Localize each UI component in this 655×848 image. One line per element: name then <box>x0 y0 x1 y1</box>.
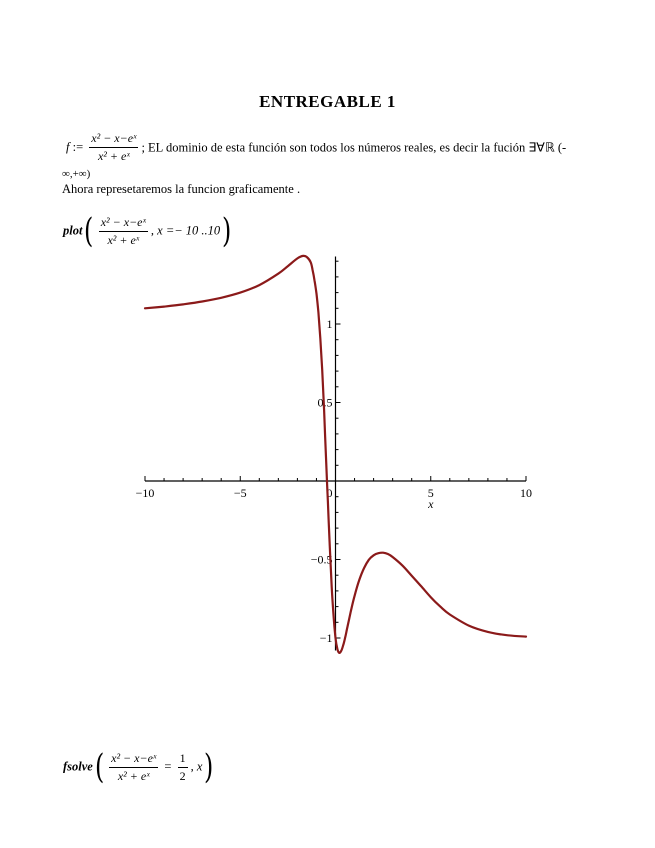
rhs-denominator: 2 <box>179 768 186 783</box>
rhs-numerator: 1 <box>178 751 188 768</box>
plot-args: , x =− 10 ..10 <box>150 223 221 238</box>
right-paren: ) <box>204 747 214 787</box>
document-title: ENTREGABLE 1 <box>259 92 396 111</box>
x-tick-label: 5 <box>427 486 434 500</box>
equals-sign: = <box>161 759 175 774</box>
x-tick-label: −10 <box>135 486 155 500</box>
fsolve-fraction <box>109 751 158 784</box>
plot-command-name: plot <box>63 223 83 238</box>
plot-axes <box>136 256 532 650</box>
rhs-fraction <box>178 751 188 784</box>
x-tick-label: −5 <box>233 486 247 500</box>
plot-denominator: x² + eˣ <box>107 232 140 247</box>
fsolve-numerator: x² − x−eˣ <box>109 751 158 768</box>
fsolve-denominator: x² + eˣ <box>117 768 150 783</box>
y-tick-label: 0.5 <box>317 395 333 410</box>
y-tick-label: −0.5 <box>310 552 333 567</box>
fsolve-command-name: fsolve <box>63 759 93 774</box>
x-axis-label: x <box>428 497 434 511</box>
domain-description: ; EL dominio de esta función son todos los números reales, es decir la fución ∃∀ℝ (- <box>141 140 567 155</box>
fsolve-command[interactable] <box>63 747 216 787</box>
y-tick-label: 1 <box>326 317 333 331</box>
x-tick-label: 10 <box>520 486 532 500</box>
y-tick-label: −1 <box>319 631 333 645</box>
plot-numerator: x² − x−eˣ <box>99 215 148 232</box>
right-paren: ) <box>222 211 232 251</box>
fsolve-args: , x <box>190 759 203 774</box>
domain-continuation: ∞,+∞) <box>62 168 91 180</box>
assign-operator: := <box>69 140 87 154</box>
x-tick-label: 0 <box>326 486 333 500</box>
definition-denominator: x² + eˣ <box>97 149 130 163</box>
left-paren: ( <box>84 211 94 251</box>
intro-sentence: Ahora represetaremos la funcion graficamente . <box>62 182 301 196</box>
left-paren: ( <box>94 747 105 787</box>
definition-numerator: x² − x−eˣ <box>89 131 138 148</box>
function-name: f <box>66 140 70 154</box>
